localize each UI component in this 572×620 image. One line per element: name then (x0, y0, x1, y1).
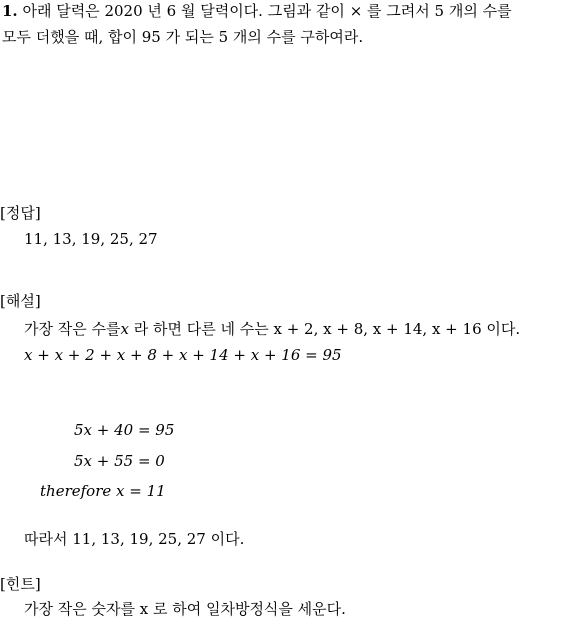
problem-number: 1. (2, 2, 18, 20)
explanation-line-1 (24, 320, 520, 340)
answer-heading: [정답] (0, 204, 41, 222)
hint-text: 가장 작은 숫자를 x 로 하여 일차방정식을 세운다. (24, 600, 346, 618)
equation-sum: x + x + 2 + x + 8 + x + 14 + x + 16 = 95 (24, 346, 342, 364)
equation-step-1: 5x + 40 = 95 (74, 421, 175, 439)
hint-heading: [힌트] (0, 575, 41, 593)
equation-step-2: 5x + 55 = 0 (74, 452, 165, 470)
answer-text: 11, 13, 19, 25, 27 (24, 230, 158, 248)
explanation-line-1-prefix: 가장 작은 수를 (24, 320, 121, 338)
equation-step-3: therefore x = 11 (40, 482, 166, 500)
problem-text-line-2: 모두 더했을 때, 합이 95 가 되는 5 개의 수를 구하여라. (2, 28, 364, 46)
problem-line-1 (2, 2, 512, 22)
problem-text-line-1: 아래 달력은 2020 년 6 월 달력이다. 그림과 같이 × 를 그려서 5 개의 수를 (22, 2, 512, 20)
explanation-conclusion: 따라서 11, 13, 19, 25, 27 이다. (24, 530, 245, 548)
explanation-variable: x (120, 320, 129, 338)
explanation-line-1-suffix: 라 하면 다른 네 수는 x + 2, x + 8, x + 14, x + 16 이다. (128, 320, 521, 338)
explanation-heading: [해설] (0, 292, 41, 310)
